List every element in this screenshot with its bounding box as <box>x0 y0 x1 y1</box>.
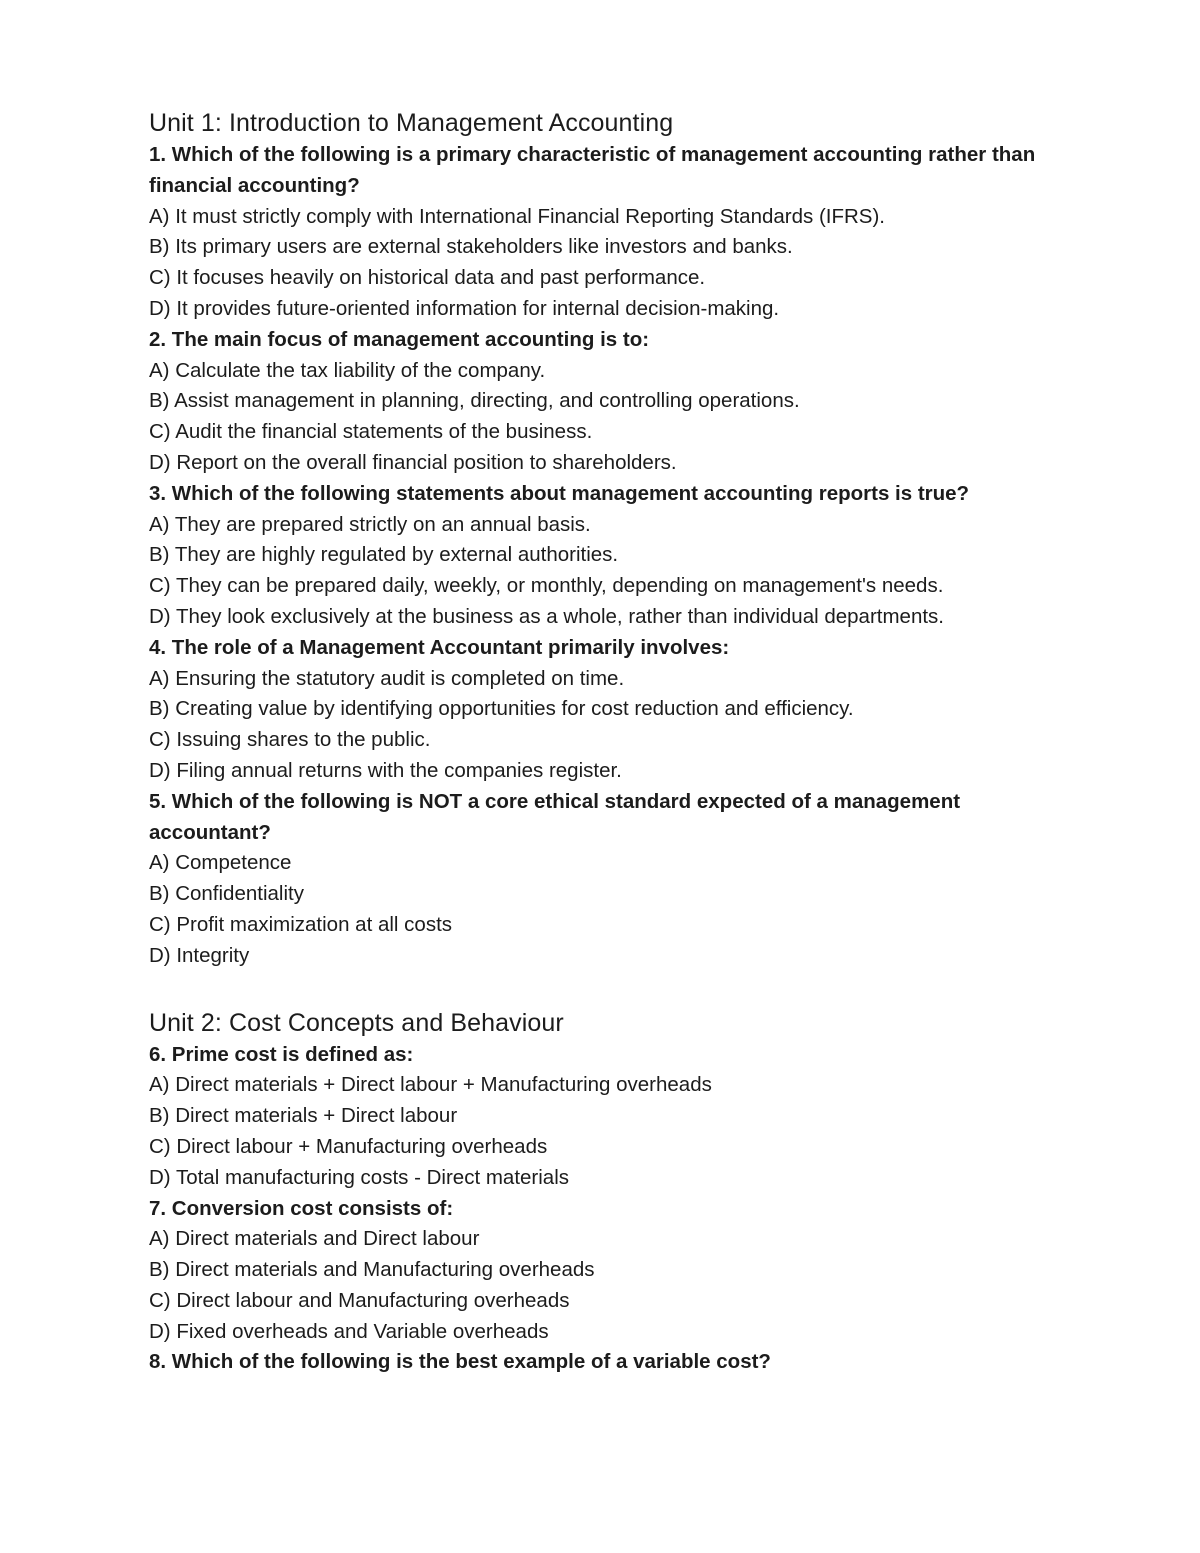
question-text: 1. Which of the following is a primary characteristic of management accounting rather than financial accounting? <box>149 143 1036 197</box>
answer-option: D) Filing annual returns with the companies register. <box>149 758 622 782</box>
question-text: 7. Conversion cost consists of: <box>149 1196 454 1220</box>
answer-option: D) It provides future-oriented information for internal decision-making. <box>149 296 780 320</box>
question-block <box>149 1194 1049 1348</box>
answer-option: A) They are prepared strictly on an annual basis. <box>149 512 591 536</box>
answer-option: A) Direct materials and Direct labour <box>149 1227 480 1251</box>
answer-option: D) Total manufacturing costs - Direct materials <box>149 1165 570 1189</box>
answer-option: D) Report on the overall financial position to shareholders. <box>149 450 677 474</box>
answer-option: A) Competence <box>149 851 292 875</box>
question-block <box>149 140 1049 325</box>
answer-option: C) Direct labour + Manufacturing overheads <box>149 1134 548 1158</box>
question-block <box>149 1040 1049 1194</box>
answer-option: A) It must strictly comply with International Financial Reporting Standards (IFRS). <box>149 204 885 228</box>
answer-option: C) Profit maximization at all costs <box>149 912 453 936</box>
unit-1-section <box>149 106 1049 972</box>
answer-option: B) Confidentiality <box>149 882 304 906</box>
answer-option: D) Integrity <box>149 943 250 967</box>
answer-option: C) Issuing shares to the public. <box>149 728 431 752</box>
question-text: 6. Prime cost is defined as: <box>149 1042 414 1066</box>
answer-option: B) They are highly regulated by external authorities. <box>149 543 619 567</box>
answer-option: B) Assist management in planning, directing, and controlling operations. <box>149 389 800 413</box>
question-text: 4. The role of a Management Accountant primarily involves: <box>149 635 730 659</box>
document-page <box>149 106 1049 1378</box>
answer-option: B) Direct materials + Direct labour <box>149 1104 458 1128</box>
answer-option: B) Creating value by identifying opportunities for cost reduction and efficiency. <box>149 697 854 721</box>
question-block <box>149 633 1049 787</box>
answer-option: A) Calculate the tax liability of the company. <box>149 358 546 382</box>
answer-option: D) They look exclusively at the business as a whole, rather than individual departments. <box>149 604 944 628</box>
answer-option: A) Ensuring the statutory audit is completed on time. <box>149 666 625 690</box>
answer-option: C) They can be prepared daily, weekly, or monthly, depending on management's needs. <box>149 574 944 598</box>
question-text: 8. Which of the following is the best example of a variable cost? <box>149 1350 771 1374</box>
question-block <box>149 787 1049 972</box>
unit-title: Unit 1: Introduction to Management Accounting <box>149 109 674 137</box>
question-block <box>149 479 1049 633</box>
answer-option: C) It focuses heavily on historical data and past performance. <box>149 266 706 290</box>
unit-2-section <box>149 1006 1049 1379</box>
question-text: 5. Which of the following is NOT a core ethical standard expected of a management accountant? <box>149 789 961 844</box>
answer-option: B) Its primary users are external stakeholders like investors and banks. <box>149 235 793 259</box>
question-block <box>149 1347 1049 1378</box>
question-text: 2. The main focus of management accounting is to: <box>149 327 650 351</box>
answer-option: D) Fixed overheads and Variable overheads <box>149 1319 549 1343</box>
question-text: 3. Which of the following statements about management accounting reports is true? <box>149 481 970 505</box>
answer-option: A) Direct materials + Direct labour + Manufacturing overheads <box>149 1073 712 1097</box>
answer-option: B) Direct materials and Manufacturing overheads <box>149 1258 595 1282</box>
answer-option: C) Direct labour and Manufacturing overheads <box>149 1288 570 1312</box>
question-block <box>149 325 1049 479</box>
section-spacer <box>149 972 1049 1006</box>
unit-title: Unit 2: Cost Concepts and Behaviour <box>149 1008 564 1037</box>
answer-option: C) Audit the financial statements of the business. <box>149 420 593 444</box>
